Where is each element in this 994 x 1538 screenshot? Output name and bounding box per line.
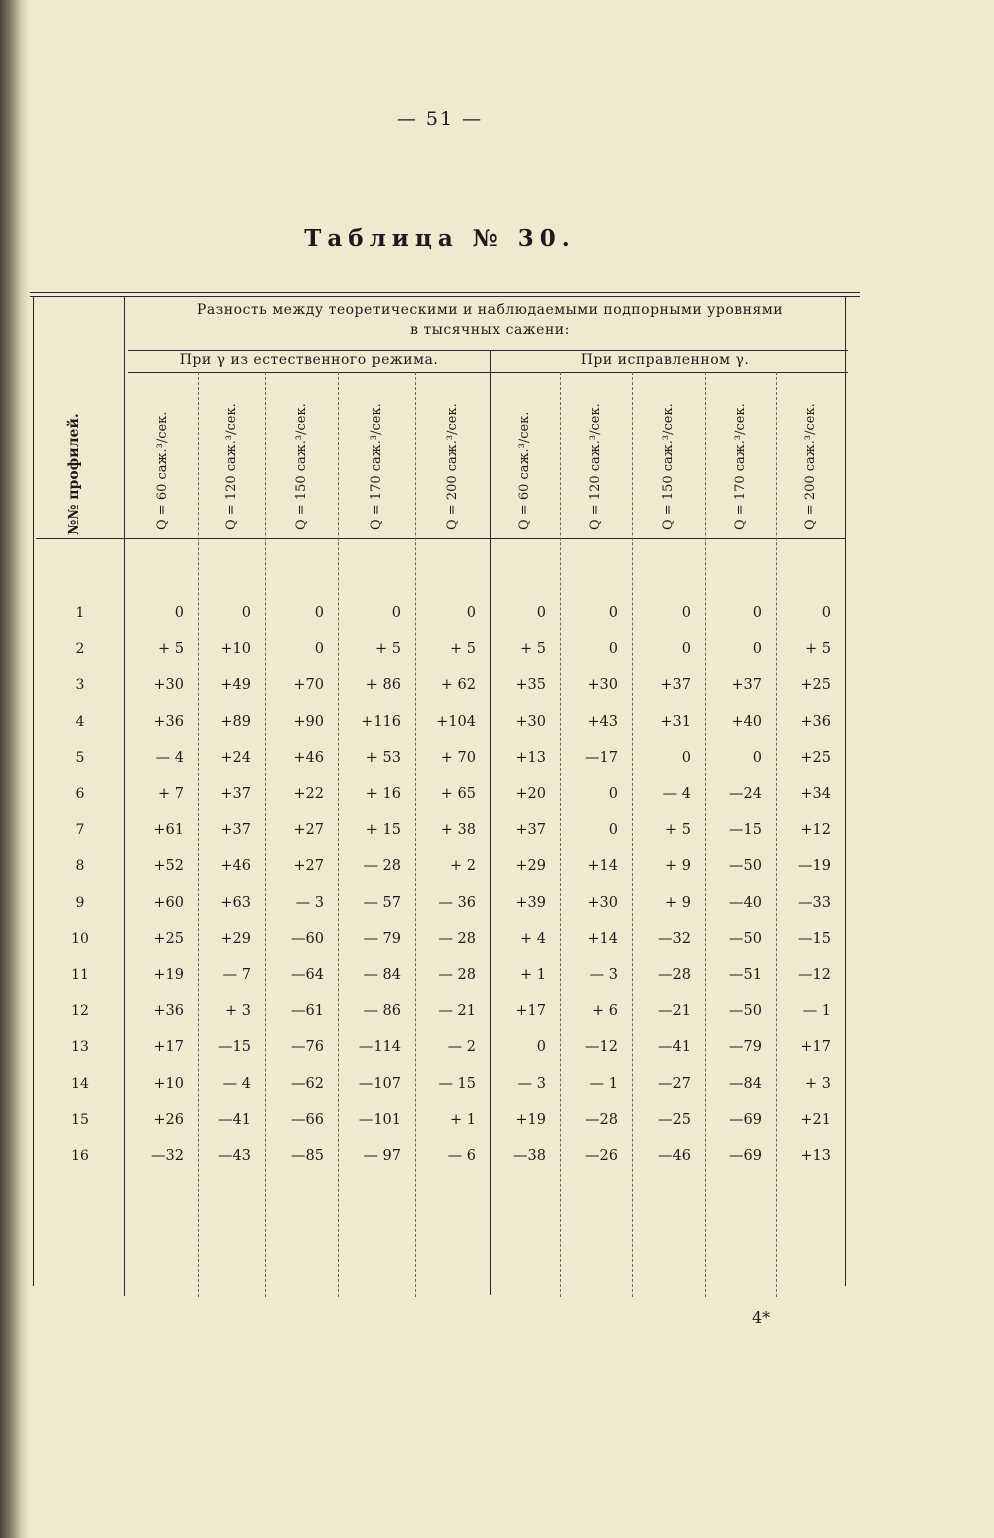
table-cell: —12 xyxy=(585,1039,618,1056)
table-cell: 0 xyxy=(752,749,762,766)
table-cell: 0 xyxy=(391,605,401,621)
table-cell: —114 xyxy=(358,1039,401,1056)
table-cell: +104 xyxy=(436,713,476,730)
table-cell: 0 xyxy=(752,641,762,658)
row-number: 7 xyxy=(75,822,85,839)
table-cell: +20 xyxy=(515,786,546,802)
column-header-3: Q = 150 саж.³/сек. xyxy=(293,403,309,530)
column-rule-3 xyxy=(338,372,339,1297)
table-cell: —76 xyxy=(291,1039,324,1056)
table-cell: + 1 xyxy=(520,967,546,983)
header-divider xyxy=(128,350,848,351)
table-cell: — 28 xyxy=(438,967,476,983)
table-cell: — 28 xyxy=(363,858,401,875)
table-cell: + 15 xyxy=(365,822,401,839)
table-cell: +89 xyxy=(220,713,251,730)
table-cell: +27 xyxy=(293,822,324,839)
table-cell: + 5 xyxy=(375,641,401,658)
table-cell: +25 xyxy=(800,749,831,766)
table-cell: — 4 xyxy=(155,749,184,766)
table-cell: 0 xyxy=(241,605,251,621)
table-cell: + 7 xyxy=(158,786,184,802)
table-cell: +90 xyxy=(293,713,324,730)
table-cell: —28 xyxy=(658,967,691,983)
table-cell: + 65 xyxy=(440,786,476,802)
table-cell: + 6 xyxy=(592,1003,618,1020)
table-cell: — 79 xyxy=(363,930,401,947)
table-cell: + 3 xyxy=(805,1075,831,1092)
table-cell: —25 xyxy=(658,1111,691,1128)
column-header-7: Q = 120 саж.³/сек. xyxy=(588,403,603,530)
table-cell: +13 xyxy=(800,1148,831,1164)
table-cell: — 6 xyxy=(447,1148,476,1164)
table-cell: 0 xyxy=(608,605,618,621)
row-number: 3 xyxy=(75,677,85,694)
book-spine xyxy=(0,0,20,1538)
table-top-rule-double xyxy=(30,296,860,297)
table-cell: —43 xyxy=(218,1148,251,1164)
table-cell: —50 xyxy=(729,930,762,947)
table-cell: —61 xyxy=(291,1003,324,1020)
table-cell: +36 xyxy=(153,1003,184,1020)
table-title: Таблица № 30. xyxy=(304,225,576,252)
table-cell: —60 xyxy=(291,930,324,947)
table-cell: +25 xyxy=(800,677,831,694)
row-header-label: №№ профилей. xyxy=(66,413,82,535)
table-cell: —85 xyxy=(291,1148,324,1164)
table-cell: + 53 xyxy=(365,749,401,766)
table-cell: + 9 xyxy=(665,894,691,911)
table-cell: — 36 xyxy=(438,894,476,911)
table-cell: +29 xyxy=(220,930,251,947)
table-main-header xyxy=(150,300,830,340)
table-cell: +17 xyxy=(800,1039,831,1056)
table-cell: — 2 xyxy=(447,1039,476,1056)
table-cell: —32 xyxy=(151,1148,184,1164)
table-cell: +37 xyxy=(515,822,546,839)
signature-mark: 4* xyxy=(752,1308,771,1327)
row-number: 14 xyxy=(71,1075,89,1092)
column-rule-6 xyxy=(560,372,561,1297)
table-cell: 0 xyxy=(681,641,691,658)
table-cell: —33 xyxy=(798,894,831,911)
column-header-9: Q = 170 саж.³/сек. xyxy=(732,403,748,530)
table-cell: + 9 xyxy=(665,858,691,875)
table-cell: +17 xyxy=(515,1003,546,1020)
group-header-corrected: При исправленном γ. xyxy=(580,352,750,368)
table-cell: —51 xyxy=(729,967,762,983)
table-cell: —32 xyxy=(658,930,691,947)
column-header-10: Q = 200 саж.³/сек. xyxy=(802,403,818,530)
table-cell: +14 xyxy=(587,858,618,875)
table-cell: —107 xyxy=(358,1075,401,1092)
table-cell: — 4 xyxy=(222,1075,251,1092)
table-cell: — 1 xyxy=(589,1075,618,1092)
table-cell: +52 xyxy=(153,858,184,875)
table-cell: —41 xyxy=(658,1039,691,1056)
row-number: 13 xyxy=(71,1039,89,1056)
table-cell: +36 xyxy=(153,713,184,730)
table-cell: — 21 xyxy=(438,1003,476,1020)
table-cell: — 28 xyxy=(438,930,476,947)
table-cell: — 3 xyxy=(517,1075,546,1092)
table-cell: + 86 xyxy=(365,677,401,694)
table-cell: +13 xyxy=(515,749,546,766)
table-cell: +30 xyxy=(587,677,618,694)
row-header-rule xyxy=(124,296,125,1296)
table-cell: — 84 xyxy=(363,967,401,983)
table-cell: +36 xyxy=(800,713,831,730)
table-cell: +30 xyxy=(515,713,546,730)
table-cell: — 57 xyxy=(363,894,401,911)
table-cell: — 1 xyxy=(802,1003,831,1020)
column-header-1: Q = 60 саж.³/сек. xyxy=(155,411,170,530)
table-cell: —40 xyxy=(729,894,762,911)
table-cell: +24 xyxy=(220,749,251,766)
table-cell: 0 xyxy=(314,605,324,621)
table-cell: +19 xyxy=(515,1111,546,1128)
column-header-8: Q = 150 саж.³/сек. xyxy=(660,403,676,530)
table-cell: —24 xyxy=(729,786,762,802)
table-cell: +35 xyxy=(515,677,546,694)
table-top-rule xyxy=(30,292,860,293)
table-cell: —15 xyxy=(798,930,831,947)
table-cell: + 4 xyxy=(520,930,546,947)
table-cell: +60 xyxy=(153,894,184,911)
table-cell: —101 xyxy=(358,1111,401,1128)
table-cell: —12 xyxy=(798,967,831,983)
column-rule-9 xyxy=(776,372,777,1297)
table-cell: 0 xyxy=(681,605,691,621)
row-number: 12 xyxy=(71,1003,89,1020)
table-cell: 0 xyxy=(608,822,618,839)
table-cell: —79 xyxy=(729,1039,762,1056)
group-split-rule xyxy=(490,350,491,1295)
table-cell: — 15 xyxy=(438,1075,476,1092)
table-cell: +40 xyxy=(731,713,762,730)
table-cell: +21 xyxy=(800,1111,831,1128)
table-cell: +17 xyxy=(153,1039,184,1056)
table-cell: 0 xyxy=(536,1039,546,1056)
table-cell: + 62 xyxy=(440,677,476,694)
table-cell: —19 xyxy=(798,858,831,875)
column-header-2: Q = 120 саж.³/сек. xyxy=(223,403,239,530)
table-cell: +25 xyxy=(153,930,184,947)
row-number: 8 xyxy=(75,858,85,875)
table-cell: + 5 xyxy=(665,822,691,839)
table-cell: —15 xyxy=(729,822,762,839)
table-cell: 0 xyxy=(608,641,618,658)
table-cell: —15 xyxy=(218,1039,251,1056)
column-header-5: Q = 200 саж.³/сек. xyxy=(444,403,460,530)
table-cell: 0 xyxy=(314,641,324,658)
header-bottom-rule xyxy=(36,538,846,539)
table-cell: + 5 xyxy=(805,641,831,658)
table-cell: +31 xyxy=(660,713,691,730)
table-cell: 0 xyxy=(752,605,762,621)
row-number: 9 xyxy=(75,894,85,911)
table-cell: —38 xyxy=(513,1148,546,1164)
table-cell: 0 xyxy=(821,605,831,621)
table-cell: +34 xyxy=(800,786,831,802)
table-cell: +14 xyxy=(587,930,618,947)
table-cell: — 7 xyxy=(222,967,251,983)
table-cell: +46 xyxy=(220,858,251,875)
row-number: 4 xyxy=(75,713,85,730)
column-rule-1 xyxy=(198,372,199,1297)
table-cell: + 16 xyxy=(365,786,401,802)
table-cell: 0 xyxy=(466,605,476,621)
table-cell: —21 xyxy=(658,1003,691,1020)
table-cell: +10 xyxy=(220,641,251,658)
table-cell: — 4 xyxy=(662,786,691,802)
row-number: 5 xyxy=(75,749,85,766)
table-cell: +49 xyxy=(220,677,251,694)
table-cell: —66 xyxy=(291,1111,324,1128)
table-cell: +37 xyxy=(220,822,251,839)
table-cell: + 1 xyxy=(450,1111,476,1128)
table-cell: +29 xyxy=(515,858,546,875)
column-rule-2 xyxy=(265,372,266,1297)
row-number: 6 xyxy=(75,786,85,802)
table-right-rule xyxy=(845,296,846,1286)
table-cell: —46 xyxy=(658,1148,691,1164)
table-cell: +22 xyxy=(293,786,324,802)
table-cell: +30 xyxy=(153,677,184,694)
column-rule-7 xyxy=(632,372,633,1297)
table-cell: — 97 xyxy=(363,1148,401,1164)
row-number: 11 xyxy=(71,967,89,983)
table-cell: —41 xyxy=(218,1111,251,1128)
table-cell: —69 xyxy=(729,1148,762,1164)
table-cell: + 5 xyxy=(520,641,546,658)
table-cell: +19 xyxy=(153,967,184,983)
table-cell: — 3 xyxy=(295,894,324,911)
column-rule-8 xyxy=(705,372,706,1297)
row-number: 1 xyxy=(75,605,85,621)
table-cell: + 5 xyxy=(450,641,476,658)
table-cell: —64 xyxy=(291,967,324,983)
table-cell: —17 xyxy=(585,749,618,766)
table-cell: 0 xyxy=(174,605,184,621)
table-cell: + 70 xyxy=(440,749,476,766)
table-cell: +63 xyxy=(220,894,251,911)
table-cell: +10 xyxy=(153,1075,184,1092)
table-cell: + 3 xyxy=(225,1003,251,1020)
table-cell: +39 xyxy=(515,894,546,911)
table-cell: +37 xyxy=(731,677,762,694)
table-cell: +30 xyxy=(587,894,618,911)
row-number: 10 xyxy=(71,930,89,947)
column-rule-4 xyxy=(415,372,416,1297)
table-cell: — 86 xyxy=(363,1003,401,1020)
table-cell: + 2 xyxy=(450,858,476,875)
table-cell: +37 xyxy=(660,677,691,694)
table-cell: + 5 xyxy=(158,641,184,658)
table-cell: 0 xyxy=(608,786,618,802)
table-cell: —69 xyxy=(729,1111,762,1128)
table-cell: —28 xyxy=(585,1111,618,1128)
table-cell: 0 xyxy=(536,605,546,621)
group-header-natural: При γ из естественного режима. xyxy=(179,352,439,368)
table-cell: 0 xyxy=(681,749,691,766)
table-cell: +116 xyxy=(361,713,401,730)
table-cell: +37 xyxy=(220,786,251,802)
table-cell: +61 xyxy=(153,822,184,839)
table-cell: —50 xyxy=(729,1003,762,1020)
column-header-6: Q = 60 саж.³/сек. xyxy=(517,411,532,530)
table-cell: +26 xyxy=(153,1111,184,1128)
spine-shadow xyxy=(20,0,30,1538)
table-cell: — 3 xyxy=(589,967,618,983)
table-cell: +46 xyxy=(293,749,324,766)
table-cell: +43 xyxy=(587,713,618,730)
table-cell: —62 xyxy=(291,1075,324,1092)
column-header-4: Q = 170 саж.³/сек. xyxy=(368,403,384,530)
main-header-line-1: Разность между теоретическими и наблюдаемыми подпорными уровнями xyxy=(196,302,784,318)
page-number: — 51 — xyxy=(396,108,484,130)
group-divider xyxy=(128,372,848,373)
table-cell: —27 xyxy=(658,1075,691,1092)
table-cell: —84 xyxy=(729,1075,762,1092)
row-number: 16 xyxy=(71,1148,89,1164)
table-cell: +70 xyxy=(293,677,324,694)
row-number: 15 xyxy=(71,1111,89,1128)
table-cell: —26 xyxy=(585,1148,618,1164)
table-cell: +27 xyxy=(293,858,324,875)
table-cell: +12 xyxy=(800,822,831,839)
table-left-rule xyxy=(33,296,34,1286)
table-cell: —50 xyxy=(729,858,762,875)
main-header-line-2: в тысячных сажени: xyxy=(410,322,570,338)
table-cell: + 38 xyxy=(440,822,476,839)
row-number: 2 xyxy=(75,641,85,658)
